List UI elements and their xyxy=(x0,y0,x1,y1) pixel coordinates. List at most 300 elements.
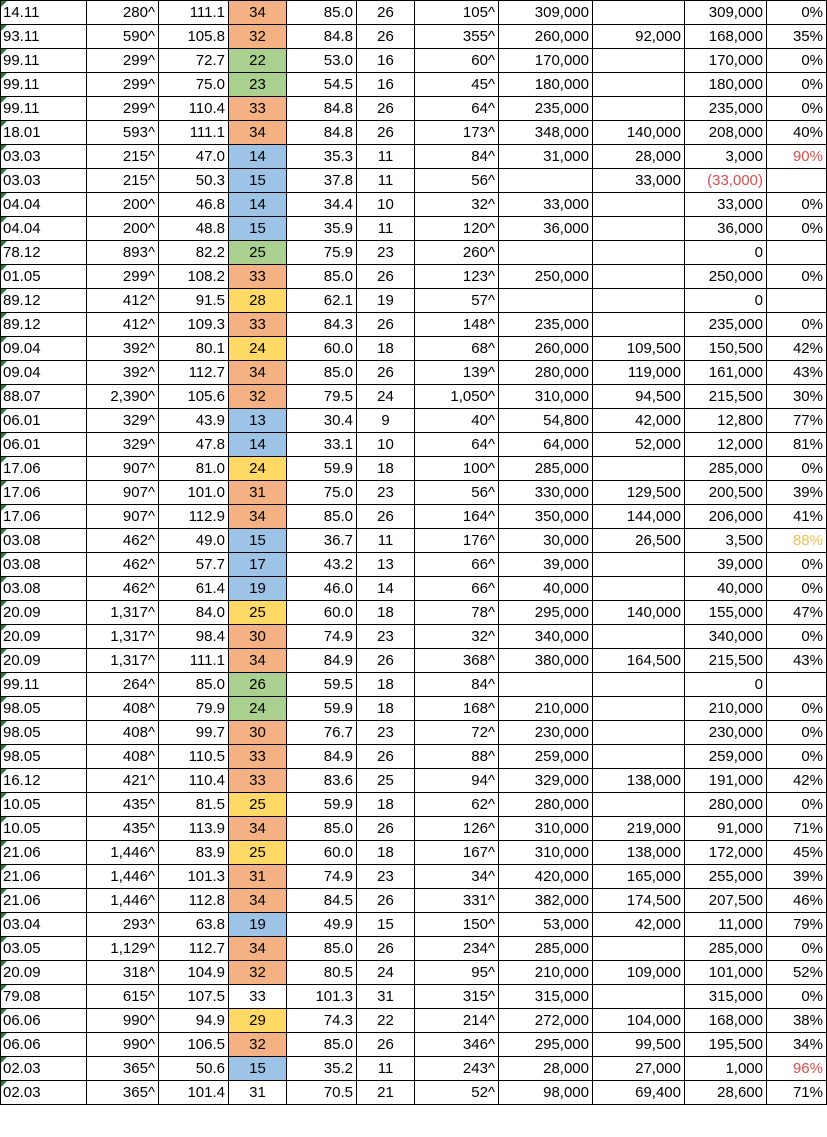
date-cell[interactable]: 20.09 xyxy=(1,649,87,673)
diff-cell[interactable]: 155,000 xyxy=(685,601,767,625)
area-cell[interactable]: 47.0 xyxy=(159,145,229,169)
count-cell[interactable]: 435^ xyxy=(87,793,159,817)
deposit-cell[interactable]: 174,500 xyxy=(593,889,685,913)
date-cell[interactable]: 17.06 xyxy=(1,481,87,505)
pyeong-cell[interactable]: 23 xyxy=(357,625,415,649)
size-cell[interactable]: 85.0 xyxy=(287,361,357,385)
diff-cell[interactable]: 215,500 xyxy=(685,649,767,673)
grade-cell[interactable]: 32 xyxy=(229,1033,287,1057)
pyeong-cell[interactable]: 18 xyxy=(357,841,415,865)
grade-cell[interactable]: 33 xyxy=(229,985,287,1009)
diff-cell[interactable]: 0 xyxy=(685,241,767,265)
area-cell[interactable]: 105.6 xyxy=(159,385,229,409)
diff-cell[interactable]: 0 xyxy=(685,289,767,313)
ratio-cell[interactable]: 0% xyxy=(767,793,827,817)
area-cell[interactable]: 50.6 xyxy=(159,1057,229,1081)
deposit-cell[interactable]: 219,000 xyxy=(593,817,685,841)
price-cell[interactable]: 329,000 xyxy=(499,769,593,793)
date-cell[interactable]: 02.03 xyxy=(1,1057,87,1081)
pyeong-cell[interactable]: 11 xyxy=(357,217,415,241)
count-cell[interactable]: 462^ xyxy=(87,529,159,553)
units-cell[interactable]: 32^ xyxy=(415,625,499,649)
deposit-cell[interactable] xyxy=(593,1,685,25)
diff-cell[interactable]: 255,000 xyxy=(685,865,767,889)
grade-cell[interactable]: 33 xyxy=(229,769,287,793)
ratio-cell[interactable]: 0% xyxy=(767,577,827,601)
diff-cell[interactable]: 340,000 xyxy=(685,625,767,649)
price-cell[interactable] xyxy=(499,169,593,193)
area-cell[interactable]: 94.9 xyxy=(159,1009,229,1033)
deposit-cell[interactable]: 140,000 xyxy=(593,121,685,145)
grade-cell[interactable]: 24 xyxy=(229,457,287,481)
area-cell[interactable]: 75.0 xyxy=(159,73,229,97)
price-cell[interactable]: 280,000 xyxy=(499,361,593,385)
count-cell[interactable]: 392^ xyxy=(87,337,159,361)
units-cell[interactable]: 66^ xyxy=(415,577,499,601)
diff-cell[interactable]: 259,000 xyxy=(685,745,767,769)
deposit-cell[interactable] xyxy=(593,49,685,73)
grade-cell[interactable]: 23 xyxy=(229,73,287,97)
deposit-cell[interactable] xyxy=(593,265,685,289)
grade-cell[interactable]: 13 xyxy=(229,409,287,433)
diff-cell[interactable]: 285,000 xyxy=(685,937,767,961)
grade-cell[interactable]: 24 xyxy=(229,697,287,721)
area-cell[interactable]: 48.8 xyxy=(159,217,229,241)
diff-cell[interactable]: 150,500 xyxy=(685,337,767,361)
count-cell[interactable]: 412^ xyxy=(87,313,159,337)
count-cell[interactable]: 365^ xyxy=(87,1081,159,1105)
diff-cell[interactable]: 39,000 xyxy=(685,553,767,577)
units-cell[interactable]: 62^ xyxy=(415,793,499,817)
deposit-cell[interactable] xyxy=(593,193,685,217)
area-cell[interactable]: 50.3 xyxy=(159,169,229,193)
size-cell[interactable]: 85.0 xyxy=(287,505,357,529)
deposit-cell[interactable]: 164,500 xyxy=(593,649,685,673)
date-cell[interactable]: 10.05 xyxy=(1,793,87,817)
pyeong-cell[interactable]: 26 xyxy=(357,745,415,769)
date-cell[interactable]: 89.12 xyxy=(1,313,87,337)
area-cell[interactable]: 57.7 xyxy=(159,553,229,577)
ratio-cell[interactable]: 0% xyxy=(767,937,827,961)
count-cell[interactable]: 2,390^ xyxy=(87,385,159,409)
deposit-cell[interactable] xyxy=(593,793,685,817)
size-cell[interactable]: 83.6 xyxy=(287,769,357,793)
pyeong-cell[interactable]: 26 xyxy=(357,889,415,913)
pyeong-cell[interactable]: 26 xyxy=(357,265,415,289)
grade-cell[interactable]: 25 xyxy=(229,841,287,865)
area-cell[interactable]: 81.5 xyxy=(159,793,229,817)
grade-cell[interactable]: 14 xyxy=(229,433,287,457)
date-cell[interactable]: 99.11 xyxy=(1,73,87,97)
grade-cell[interactable]: 34 xyxy=(229,1,287,25)
diff-cell[interactable]: 195,500 xyxy=(685,1033,767,1057)
price-cell[interactable]: 210,000 xyxy=(499,697,593,721)
date-cell[interactable]: 03.04 xyxy=(1,913,87,937)
units-cell[interactable]: 52^ xyxy=(415,1081,499,1105)
diff-cell[interactable]: 210,000 xyxy=(685,697,767,721)
count-cell[interactable]: 615^ xyxy=(87,985,159,1009)
units-cell[interactable]: 45^ xyxy=(415,73,499,97)
area-cell[interactable]: 99.7 xyxy=(159,721,229,745)
units-cell[interactable]: 88^ xyxy=(415,745,499,769)
grade-cell[interactable]: 17 xyxy=(229,553,287,577)
grade-cell[interactable]: 19 xyxy=(229,577,287,601)
count-cell[interactable]: 412^ xyxy=(87,289,159,313)
pyeong-cell[interactable]: 16 xyxy=(357,73,415,97)
size-cell[interactable]: 74.3 xyxy=(287,1009,357,1033)
ratio-cell[interactable]: 71% xyxy=(767,817,827,841)
size-cell[interactable]: 85.0 xyxy=(287,1033,357,1057)
ratio-cell[interactable]: 0% xyxy=(767,745,827,769)
ratio-cell[interactable]: 77% xyxy=(767,409,827,433)
units-cell[interactable]: 68^ xyxy=(415,337,499,361)
pyeong-cell[interactable]: 26 xyxy=(357,505,415,529)
area-cell[interactable]: 101.3 xyxy=(159,865,229,889)
price-cell[interactable]: 285,000 xyxy=(499,457,593,481)
count-cell[interactable]: 200^ xyxy=(87,193,159,217)
count-cell[interactable]: 280^ xyxy=(87,1,159,25)
deposit-cell[interactable] xyxy=(593,985,685,1009)
diff-cell[interactable]: 36,000 xyxy=(685,217,767,241)
price-cell[interactable]: 295,000 xyxy=(499,1033,593,1057)
units-cell[interactable]: 167^ xyxy=(415,841,499,865)
ratio-cell[interactable]: 46% xyxy=(767,889,827,913)
date-cell[interactable]: 03.05 xyxy=(1,937,87,961)
grade-cell[interactable]: 24 xyxy=(229,337,287,361)
grade-cell[interactable]: 15 xyxy=(229,217,287,241)
price-cell[interactable]: 315,000 xyxy=(499,985,593,1009)
pyeong-cell[interactable]: 23 xyxy=(357,481,415,505)
count-cell[interactable]: 462^ xyxy=(87,577,159,601)
grade-cell[interactable]: 31 xyxy=(229,481,287,505)
diff-cell[interactable]: 215,500 xyxy=(685,385,767,409)
size-cell[interactable]: 84.3 xyxy=(287,313,357,337)
pyeong-cell[interactable]: 18 xyxy=(357,793,415,817)
pyeong-cell[interactable]: 26 xyxy=(357,649,415,673)
diff-cell[interactable]: 230,000 xyxy=(685,721,767,745)
count-cell[interactable]: 365^ xyxy=(87,1057,159,1081)
count-cell[interactable]: 299^ xyxy=(87,265,159,289)
units-cell[interactable]: 234^ xyxy=(415,937,499,961)
diff-cell[interactable]: 101,000 xyxy=(685,961,767,985)
units-cell[interactable]: 368^ xyxy=(415,649,499,673)
count-cell[interactable]: 299^ xyxy=(87,97,159,121)
area-cell[interactable]: 101.4 xyxy=(159,1081,229,1105)
units-cell[interactable]: 164^ xyxy=(415,505,499,529)
diff-cell[interactable]: 0 xyxy=(685,673,767,697)
price-cell[interactable]: 420,000 xyxy=(499,865,593,889)
deposit-cell[interactable]: 144,000 xyxy=(593,505,685,529)
units-cell[interactable]: 40^ xyxy=(415,409,499,433)
ratio-cell[interactable]: 0% xyxy=(767,553,827,577)
count-cell[interactable]: 907^ xyxy=(87,505,159,529)
pyeong-cell[interactable]: 10 xyxy=(357,433,415,457)
units-cell[interactable]: 139^ xyxy=(415,361,499,385)
date-cell[interactable]: 20.09 xyxy=(1,961,87,985)
area-cell[interactable]: 63.8 xyxy=(159,913,229,937)
count-cell[interactable]: 421^ xyxy=(87,769,159,793)
grade-cell[interactable]: 25 xyxy=(229,601,287,625)
area-cell[interactable]: 85.0 xyxy=(159,673,229,697)
ratio-cell[interactable]: 52% xyxy=(767,961,827,985)
deposit-cell[interactable]: 109,000 xyxy=(593,961,685,985)
ratio-cell[interactable]: 96% xyxy=(767,1057,827,1081)
date-cell[interactable]: 17.06 xyxy=(1,457,87,481)
units-cell[interactable]: 60^ xyxy=(415,49,499,73)
units-cell[interactable]: 260^ xyxy=(415,241,499,265)
area-cell[interactable]: 111.1 xyxy=(159,121,229,145)
area-cell[interactable]: 84.0 xyxy=(159,601,229,625)
deposit-cell[interactable]: 99,500 xyxy=(593,1033,685,1057)
grade-cell[interactable]: 15 xyxy=(229,529,287,553)
count-cell[interactable]: 408^ xyxy=(87,721,159,745)
units-cell[interactable]: 355^ xyxy=(415,25,499,49)
size-cell[interactable]: 33.1 xyxy=(287,433,357,457)
date-cell[interactable]: 79.08 xyxy=(1,985,87,1009)
deposit-cell[interactable] xyxy=(593,313,685,337)
area-cell[interactable]: 49.0 xyxy=(159,529,229,553)
price-cell[interactable]: 382,000 xyxy=(499,889,593,913)
date-cell[interactable]: 16.12 xyxy=(1,769,87,793)
ratio-cell[interactable]: 40% xyxy=(767,121,827,145)
units-cell[interactable]: 176^ xyxy=(415,529,499,553)
area-cell[interactable]: 46.8 xyxy=(159,193,229,217)
area-cell[interactable]: 110.4 xyxy=(159,97,229,121)
grade-cell[interactable]: 33 xyxy=(229,97,287,121)
grade-cell[interactable]: 29 xyxy=(229,1009,287,1033)
size-cell[interactable]: 70.5 xyxy=(287,1081,357,1105)
deposit-cell[interactable]: 140,000 xyxy=(593,601,685,625)
diff-cell[interactable]: 235,000 xyxy=(685,313,767,337)
size-cell[interactable]: 79.5 xyxy=(287,385,357,409)
area-cell[interactable]: 47.8 xyxy=(159,433,229,457)
area-cell[interactable]: 109.3 xyxy=(159,313,229,337)
pyeong-cell[interactable]: 19 xyxy=(357,289,415,313)
deposit-cell[interactable] xyxy=(593,937,685,961)
size-cell[interactable]: 80.5 xyxy=(287,961,357,985)
units-cell[interactable]: 150^ xyxy=(415,913,499,937)
count-cell[interactable]: 462^ xyxy=(87,553,159,577)
count-cell[interactable]: 907^ xyxy=(87,481,159,505)
pyeong-cell[interactable]: 21 xyxy=(357,1081,415,1105)
count-cell[interactable]: 1,446^ xyxy=(87,841,159,865)
deposit-cell[interactable]: 94,500 xyxy=(593,385,685,409)
ratio-cell[interactable]: 45% xyxy=(767,841,827,865)
area-cell[interactable]: 82.2 xyxy=(159,241,229,265)
units-cell[interactable]: 66^ xyxy=(415,553,499,577)
diff-cell[interactable]: 208,000 xyxy=(685,121,767,145)
date-cell[interactable]: 18.01 xyxy=(1,121,87,145)
size-cell[interactable]: 35.9 xyxy=(287,217,357,241)
ratio-cell[interactable]: 39% xyxy=(767,865,827,889)
count-cell[interactable]: 1,317^ xyxy=(87,649,159,673)
ratio-cell[interactable]: 41% xyxy=(767,505,827,529)
diff-cell[interactable]: 168,000 xyxy=(685,1009,767,1033)
diff-cell[interactable]: 207,500 xyxy=(685,889,767,913)
count-cell[interactable]: 264^ xyxy=(87,673,159,697)
deposit-cell[interactable] xyxy=(593,697,685,721)
deposit-cell[interactable]: 69,400 xyxy=(593,1081,685,1105)
count-cell[interactable]: 1,446^ xyxy=(87,865,159,889)
pyeong-cell[interactable]: 11 xyxy=(357,1057,415,1081)
date-cell[interactable]: 98.05 xyxy=(1,721,87,745)
deposit-cell[interactable]: 42,000 xyxy=(593,409,685,433)
deposit-cell[interactable]: 92,000 xyxy=(593,25,685,49)
deposit-cell[interactable]: 129,500 xyxy=(593,481,685,505)
diff-cell[interactable]: 40,000 xyxy=(685,577,767,601)
ratio-cell[interactable]: 30% xyxy=(767,385,827,409)
ratio-cell[interactable]: 34% xyxy=(767,1033,827,1057)
count-cell[interactable]: 408^ xyxy=(87,745,159,769)
price-cell[interactable]: 235,000 xyxy=(499,97,593,121)
date-cell[interactable]: 89.12 xyxy=(1,289,87,313)
grade-cell[interactable]: 25 xyxy=(229,241,287,265)
ratio-cell[interactable]: 0% xyxy=(767,457,827,481)
ratio-cell[interactable] xyxy=(767,289,827,313)
size-cell[interactable]: 49.9 xyxy=(287,913,357,937)
ratio-cell[interactable]: 42% xyxy=(767,769,827,793)
pyeong-cell[interactable]: 23 xyxy=(357,241,415,265)
price-cell[interactable]: 260,000 xyxy=(499,337,593,361)
units-cell[interactable]: 331^ xyxy=(415,889,499,913)
units-cell[interactable]: 64^ xyxy=(415,433,499,457)
diff-cell[interactable]: 33,000 xyxy=(685,193,767,217)
price-cell[interactable]: 40,000 xyxy=(499,577,593,601)
size-cell[interactable]: 60.0 xyxy=(287,841,357,865)
count-cell[interactable]: 299^ xyxy=(87,49,159,73)
size-cell[interactable]: 59.9 xyxy=(287,457,357,481)
date-cell[interactable]: 78.12 xyxy=(1,241,87,265)
units-cell[interactable]: 56^ xyxy=(415,169,499,193)
count-cell[interactable]: 893^ xyxy=(87,241,159,265)
date-cell[interactable]: 09.04 xyxy=(1,361,87,385)
price-cell[interactable]: 260,000 xyxy=(499,25,593,49)
diff-cell[interactable]: 200,500 xyxy=(685,481,767,505)
date-cell[interactable]: 03.08 xyxy=(1,553,87,577)
price-cell[interactable]: 259,000 xyxy=(499,745,593,769)
ratio-cell[interactable]: 88% xyxy=(767,529,827,553)
date-cell[interactable]: 98.05 xyxy=(1,745,87,769)
units-cell[interactable]: 123^ xyxy=(415,265,499,289)
area-cell[interactable]: 79.9 xyxy=(159,697,229,721)
price-cell[interactable]: 250,000 xyxy=(499,265,593,289)
units-cell[interactable]: 84^ xyxy=(415,145,499,169)
date-cell[interactable]: 17.06 xyxy=(1,505,87,529)
size-cell[interactable]: 84.9 xyxy=(287,745,357,769)
deposit-cell[interactable]: 138,000 xyxy=(593,769,685,793)
grade-cell[interactable]: 30 xyxy=(229,721,287,745)
ratio-cell[interactable]: 0% xyxy=(767,97,827,121)
ratio-cell[interactable]: 38% xyxy=(767,1009,827,1033)
ratio-cell[interactable] xyxy=(767,673,827,697)
area-cell[interactable]: 112.7 xyxy=(159,361,229,385)
date-cell[interactable]: 14.11 xyxy=(1,1,87,25)
area-cell[interactable]: 91.5 xyxy=(159,289,229,313)
date-cell[interactable]: 21.06 xyxy=(1,865,87,889)
diff-cell[interactable]: 3,000 xyxy=(685,145,767,169)
diff-cell[interactable]: 28,600 xyxy=(685,1081,767,1105)
deposit-cell[interactable] xyxy=(593,673,685,697)
pyeong-cell[interactable]: 11 xyxy=(357,529,415,553)
size-cell[interactable]: 85.0 xyxy=(287,1,357,25)
ratio-cell[interactable] xyxy=(767,169,827,193)
count-cell[interactable]: 907^ xyxy=(87,457,159,481)
deposit-cell[interactable]: 109,500 xyxy=(593,337,685,361)
grade-cell[interactable]: 34 xyxy=(229,361,287,385)
ratio-cell[interactable]: 0% xyxy=(767,625,827,649)
units-cell[interactable]: 57^ xyxy=(415,289,499,313)
count-cell[interactable]: 318^ xyxy=(87,961,159,985)
diff-cell[interactable]: 161,000 xyxy=(685,361,767,385)
area-cell[interactable]: 110.5 xyxy=(159,745,229,769)
diff-cell[interactable]: 172,000 xyxy=(685,841,767,865)
date-cell[interactable]: 10.05 xyxy=(1,817,87,841)
grade-cell[interactable]: 14 xyxy=(229,193,287,217)
pyeong-cell[interactable]: 15 xyxy=(357,913,415,937)
price-cell[interactable]: 280,000 xyxy=(499,793,593,817)
ratio-cell[interactable]: 0% xyxy=(767,49,827,73)
price-cell[interactable]: 31,000 xyxy=(499,145,593,169)
size-cell[interactable]: 74.9 xyxy=(287,625,357,649)
units-cell[interactable]: 126^ xyxy=(415,817,499,841)
area-cell[interactable]: 83.9 xyxy=(159,841,229,865)
grade-cell[interactable]: 28 xyxy=(229,289,287,313)
deposit-cell[interactable] xyxy=(593,97,685,121)
deposit-cell[interactable]: 26,500 xyxy=(593,529,685,553)
date-cell[interactable]: 93.11 xyxy=(1,25,87,49)
area-cell[interactable]: 98.4 xyxy=(159,625,229,649)
deposit-cell[interactable]: 42,000 xyxy=(593,913,685,937)
price-cell[interactable]: 235,000 xyxy=(499,313,593,337)
size-cell[interactable]: 84.5 xyxy=(287,889,357,913)
grade-cell[interactable]: 25 xyxy=(229,793,287,817)
size-cell[interactable]: 37.8 xyxy=(287,169,357,193)
grade-cell[interactable]: 33 xyxy=(229,745,287,769)
diff-cell[interactable]: 280,000 xyxy=(685,793,767,817)
units-cell[interactable]: 94^ xyxy=(415,769,499,793)
size-cell[interactable]: 59.5 xyxy=(287,673,357,697)
area-cell[interactable]: 108.2 xyxy=(159,265,229,289)
size-cell[interactable]: 59.9 xyxy=(287,793,357,817)
price-cell[interactable]: 210,000 xyxy=(499,961,593,985)
price-cell[interactable]: 53,000 xyxy=(499,913,593,937)
diff-cell[interactable]: 12,000 xyxy=(685,433,767,457)
deposit-cell[interactable]: 33,000 xyxy=(593,169,685,193)
deposit-cell[interactable]: 119,000 xyxy=(593,361,685,385)
ratio-cell[interactable]: 0% xyxy=(767,193,827,217)
pyeong-cell[interactable]: 26 xyxy=(357,937,415,961)
size-cell[interactable]: 84.8 xyxy=(287,97,357,121)
date-cell[interactable]: 03.03 xyxy=(1,145,87,169)
ratio-cell[interactable]: 0% xyxy=(767,1,827,25)
deposit-cell[interactable]: 52,000 xyxy=(593,433,685,457)
grade-cell[interactable]: 31 xyxy=(229,865,287,889)
units-cell[interactable]: 148^ xyxy=(415,313,499,337)
deposit-cell[interactable]: 27,000 xyxy=(593,1057,685,1081)
grade-cell[interactable]: 34 xyxy=(229,889,287,913)
units-cell[interactable]: 95^ xyxy=(415,961,499,985)
pyeong-cell[interactable]: 16 xyxy=(357,49,415,73)
area-cell[interactable]: 81.0 xyxy=(159,457,229,481)
count-cell[interactable]: 593^ xyxy=(87,121,159,145)
ratio-cell[interactable]: 0% xyxy=(767,217,827,241)
units-cell[interactable]: 243^ xyxy=(415,1057,499,1081)
units-cell[interactable]: 1,050^ xyxy=(415,385,499,409)
date-cell[interactable]: 21.06 xyxy=(1,841,87,865)
deposit-cell[interactable]: 138,000 xyxy=(593,841,685,865)
ratio-cell[interactable]: 47% xyxy=(767,601,827,625)
price-cell[interactable]: 272,000 xyxy=(499,1009,593,1033)
